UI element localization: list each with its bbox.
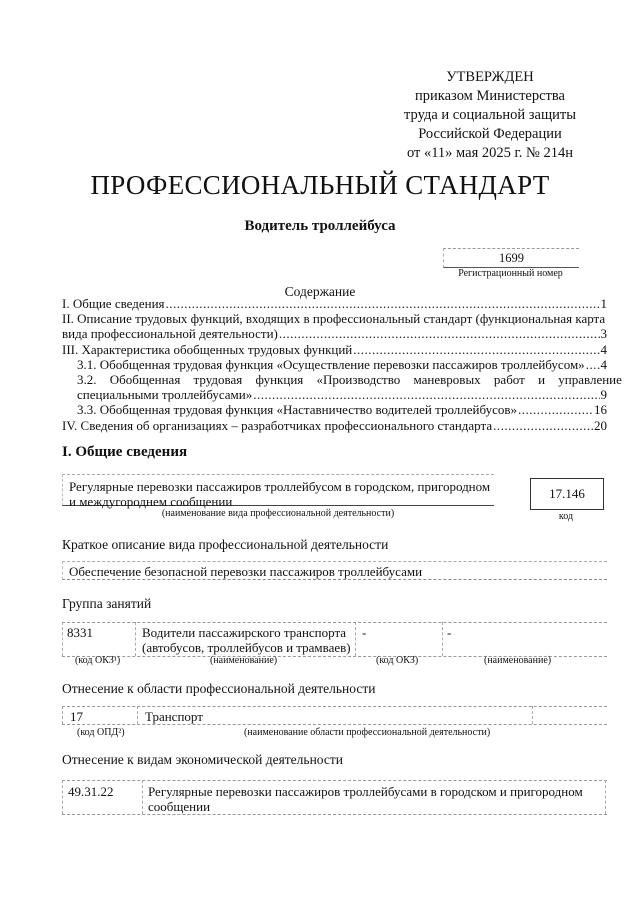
okz-name-2-caption: (наименование) xyxy=(484,655,552,666)
toc-title: Содержание xyxy=(284,284,356,299)
toc-item-label: 3.3. Обобщенная трудовая функция «Наставничество водителей троллейбусов» xyxy=(77,402,518,418)
brief-description-field: Обеспечение безопасной перевозки пассажиров троллейбусами xyxy=(62,561,607,580)
toc-item[interactable] xyxy=(62,357,607,372)
okz-code-caption: (код ОКЗ¹) xyxy=(75,655,121,666)
occupation-group-label: Группа занятий xyxy=(62,596,152,611)
prof-area-name-caption: (наименование области профессиональной деятельности) xyxy=(244,727,491,738)
registration-number: 1699 xyxy=(443,248,579,268)
activity-code-caption: код xyxy=(558,511,574,522)
activity-kind-line: Регулярные перевозки пассажиров троллейбусом в городском, пригородном xyxy=(69,479,491,494)
prof-area-code: 17 xyxy=(70,709,83,724)
section-heading: I. Общие сведения xyxy=(62,444,188,460)
toc-item[interactable] xyxy=(62,387,607,402)
activity-kind-caption: (наименование вида профессиональной деятельности) xyxy=(161,508,395,519)
approval-line: от «11» мая 2025 г. № 214н xyxy=(406,145,574,161)
brief-description-label: Краткое описание вида профессиональной деятельности xyxy=(62,537,389,552)
activity-kind-line: и междугороднем сообщении xyxy=(69,494,233,509)
approval-line: УТВЕРЖДЕН xyxy=(446,69,534,85)
toc-item[interactable] xyxy=(62,326,607,341)
toc-item-page: 9 xyxy=(600,387,607,403)
toc-item-label: I. Общие сведения xyxy=(62,296,165,311)
toc-item-page: 4 xyxy=(600,341,607,357)
econ-activity-label: Отнесение к видам экономической деятельности xyxy=(62,752,343,767)
approval-line: труда и социальной защиты xyxy=(404,107,576,123)
okz-name-caption: (наименование) xyxy=(210,655,278,666)
okz-name-line: Водители пассажирского транспорта xyxy=(142,625,347,640)
toc-item-label: IV. Сведения об организациях – разработчиках профессионального стандарта xyxy=(62,417,493,433)
activity-kind-field xyxy=(62,474,494,509)
approval-block xyxy=(380,68,600,163)
document-title: ПРОФЕССИОНАЛЬНЫЙ СТАНДАРТ xyxy=(90,170,550,200)
okz-code: 8331 xyxy=(67,625,93,640)
toc-item-label: специальными троллейбусами» xyxy=(77,387,253,403)
approval-line: приказом Министерства xyxy=(415,88,565,104)
prof-area-table xyxy=(62,706,607,726)
toc-item-page: 4 xyxy=(600,356,607,372)
standard-name: Водитель троллейбуса xyxy=(244,218,396,234)
toc-item-page: 16 xyxy=(594,402,607,418)
activity-code-box: 17.146 xyxy=(530,478,604,510)
econ-activity-name-line: сообщении xyxy=(148,799,211,814)
toc-item-label-line: II. Описание трудовых функций, входящих в профессиональный стандарт (функциональная карта xyxy=(62,311,606,327)
toc-item-label: вида профессиональной деятельности) xyxy=(62,326,278,342)
econ-activity-table xyxy=(62,780,607,816)
econ-activity-name-line: Регулярные перевозки пассажиров троллейбусами в городском и пригородном xyxy=(148,784,583,799)
toc-item-page: 3 xyxy=(600,326,607,342)
okz-code-2-caption: (код ОКЗ) xyxy=(376,655,419,666)
prof-area-name: Транспорт xyxy=(145,709,203,724)
registration-caption: Регистрационный номер xyxy=(458,268,563,279)
toc-item[interactable] xyxy=(62,418,607,433)
toc-item-label: III. Характеристика обобщенных трудовых функций xyxy=(62,341,353,357)
toc-item-page: 20 xyxy=(594,417,607,433)
toc-item[interactable] xyxy=(62,402,607,417)
toc-item[interactable] xyxy=(62,296,607,311)
toc-item-page: 1 xyxy=(600,296,607,311)
toc-item[interactable] xyxy=(62,342,607,357)
toc-item-label: 3.1. Обобщенная трудовая функция «Осуществление перевозки пассажиров троллейбусом» xyxy=(77,356,585,372)
okz-code-2: - xyxy=(362,625,367,640)
okz-name-line: (автобусов, троллейбусов и трамваев) xyxy=(142,640,351,655)
table-of-contents xyxy=(62,296,622,433)
toc-item-label-line: 3.2. Обобщенная трудовая функция «Производство маневровых работ и управление xyxy=(77,372,622,388)
econ-activity-code: 49.31.22 xyxy=(68,784,114,799)
prof-area-label: Отнесение к области профессиональной деятельности xyxy=(62,681,376,696)
occupation-group-table xyxy=(62,622,607,658)
approval-line: Российской Федерации xyxy=(418,126,562,142)
okz-name-2: - xyxy=(447,625,452,640)
prof-area-code-caption: (код ОПД²) xyxy=(77,727,125,738)
